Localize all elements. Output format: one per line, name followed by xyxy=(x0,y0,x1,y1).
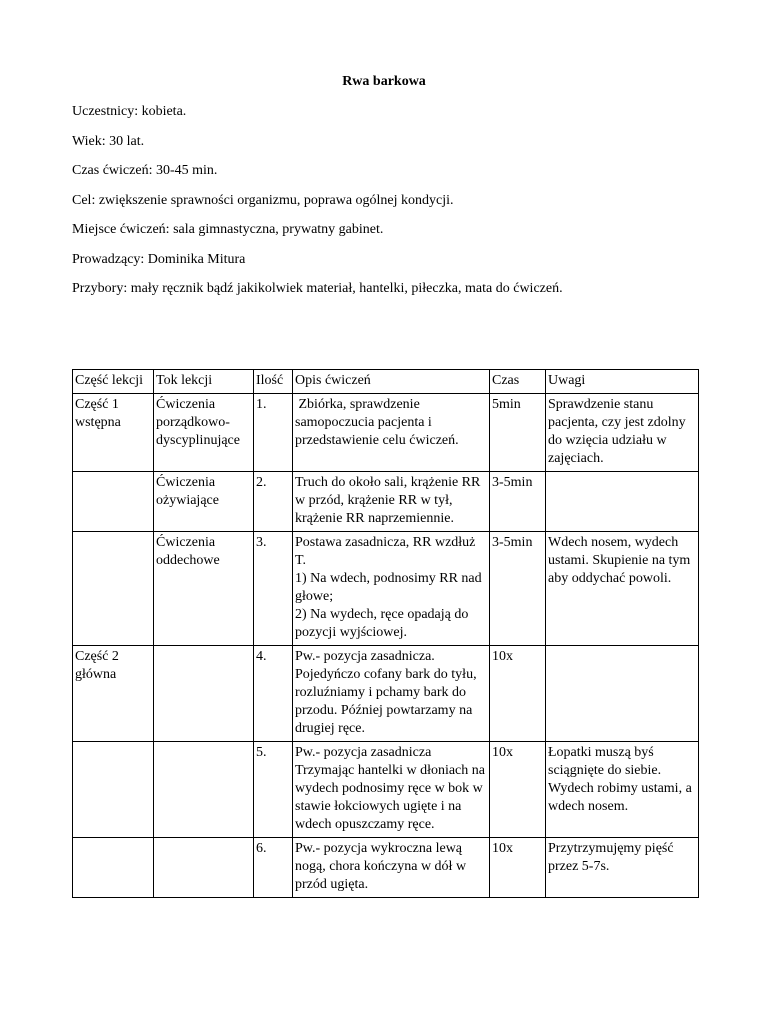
opis-line: Pw.- pozycja wykroczna lewą nogą, chora kończyna w dół w przód ugięta. xyxy=(295,841,467,892)
cell-ilosc: 5. xyxy=(254,742,293,838)
cell-czas: 10x xyxy=(490,838,546,898)
cell-ilosc: 6. xyxy=(254,838,293,898)
cell-tok xyxy=(154,646,254,742)
opis-line: Trzymając hantelki w dłoniach na wydech podnosimy ręce w bok w stawie łokciowych ugięte i na wdech opuszczamy ręce. xyxy=(295,763,485,832)
cell-uwagi: Łopatki muszą byś sciągnięte do siebie. Wydech robimy ustami, a wdech nosem. xyxy=(546,742,699,838)
cell-uwagi xyxy=(546,472,699,532)
cell-part xyxy=(73,532,154,646)
cell-ilosc: 4. xyxy=(254,646,293,742)
table-row xyxy=(73,394,699,472)
cell-czas: 3-5min xyxy=(490,472,546,532)
opis-line: Zbiórka, sprawdzenie samopoczucia pacjenta i przedstawienie celu ćwiczeń. xyxy=(295,397,459,448)
info-goal: Cel: zwiększenie sprawności organizmu, poprawa ogólnej kondycji. xyxy=(72,193,454,208)
table-header-row xyxy=(73,370,699,394)
info-age: Wiek: 30 lat. xyxy=(72,134,145,149)
info-equipment: Przybory: mały ręcznik bądź jakikolwiek materiał, hantelki, piłeczka, mata do ćwiczeń. xyxy=(72,281,563,296)
opis-line: 2) Na wydech, ręce opadają do pozycji wyjściowej. xyxy=(295,607,469,640)
cell-opis xyxy=(293,532,490,646)
header-czas: Czas xyxy=(490,370,546,394)
cell-opis xyxy=(293,394,490,472)
cell-part: Część 1 wstępna xyxy=(73,394,154,472)
cell-tok xyxy=(154,838,254,898)
header-opis: Opis ćwiczeń xyxy=(293,370,490,394)
cell-uwagi: Wdech nosem, wydech ustami. Skupienie na tym aby oddychać powoli. xyxy=(546,532,699,646)
cell-part xyxy=(73,472,154,532)
table-row xyxy=(73,838,699,898)
cell-ilosc: 2. xyxy=(254,472,293,532)
header-part: Część lekcji xyxy=(73,370,154,394)
opis-line: Pojedyńczo cofany bark do tyłu, rozluźniamy i pchamy bark do przodu. Później powtarzamy na drugiej ręce. xyxy=(295,667,477,736)
cell-czas: 5min xyxy=(490,394,546,472)
table-row xyxy=(73,742,699,838)
info-participants: Uczestnicy: kobieta. xyxy=(72,104,187,119)
cell-tok: Ćwiczenia oddechowe xyxy=(154,532,254,646)
header-uwagi: Uwagi xyxy=(546,370,699,394)
cell-opis xyxy=(293,472,490,532)
cell-part: Część 2 główna xyxy=(73,646,154,742)
table-row xyxy=(73,472,699,532)
cell-uwagi xyxy=(546,646,699,742)
cell-part xyxy=(73,742,154,838)
cell-uwagi: Sprawdzenie stanu pacjenta, czy jest zdolny do wzięcia udziału w zajęciach. xyxy=(546,394,699,472)
cell-opis xyxy=(293,646,490,742)
cell-czas: 10x xyxy=(490,646,546,742)
opis-line: Truch do około sali, krążenie RR w przód, krążenie RR w tył, krążenie RR naprzemiennie. xyxy=(295,475,481,526)
info-instructor: Prowadzący: Dominika Mitura xyxy=(72,252,246,267)
cell-ilosc: 1. xyxy=(254,394,293,472)
cell-opis xyxy=(293,742,490,838)
opis-line: Pw.- pozycja zasadnicza. xyxy=(295,649,435,664)
table-row xyxy=(73,646,699,742)
cell-tok: Ćwiczenia ożywiające xyxy=(154,472,254,532)
cell-tok xyxy=(154,742,254,838)
header-tok: Tok lekcji xyxy=(154,370,254,394)
cell-uwagi: Przytrzymujęmy pięść przez 5-7s. xyxy=(546,838,699,898)
cell-ilosc: 3. xyxy=(254,532,293,646)
cell-opis xyxy=(293,838,490,898)
cell-part xyxy=(73,838,154,898)
opis-line: Postawa zasadnicza, RR wzdłuż T. xyxy=(295,535,476,568)
document-title: Rwa barkowa xyxy=(342,74,426,89)
opis-line: Pw.- pozycja zasadnicza xyxy=(295,745,432,760)
cell-tok: Ćwiczenia porządkowo-dyscyplinujące xyxy=(154,394,254,472)
cell-czas: 10x xyxy=(490,742,546,838)
exercise-plan-table xyxy=(72,369,699,898)
cell-czas: 3-5min xyxy=(490,532,546,646)
table-row xyxy=(73,532,699,646)
info-location: Miejsce ćwiczeń: sala gimnastyczna, prywatny gabinet. xyxy=(72,222,384,237)
opis-line: 1) Na wdech, podnosimy RR nad głowe; xyxy=(295,571,482,604)
header-ilosc: Ilość xyxy=(254,370,293,394)
info-duration: Czas ćwiczeń: 30-45 min. xyxy=(72,163,218,178)
